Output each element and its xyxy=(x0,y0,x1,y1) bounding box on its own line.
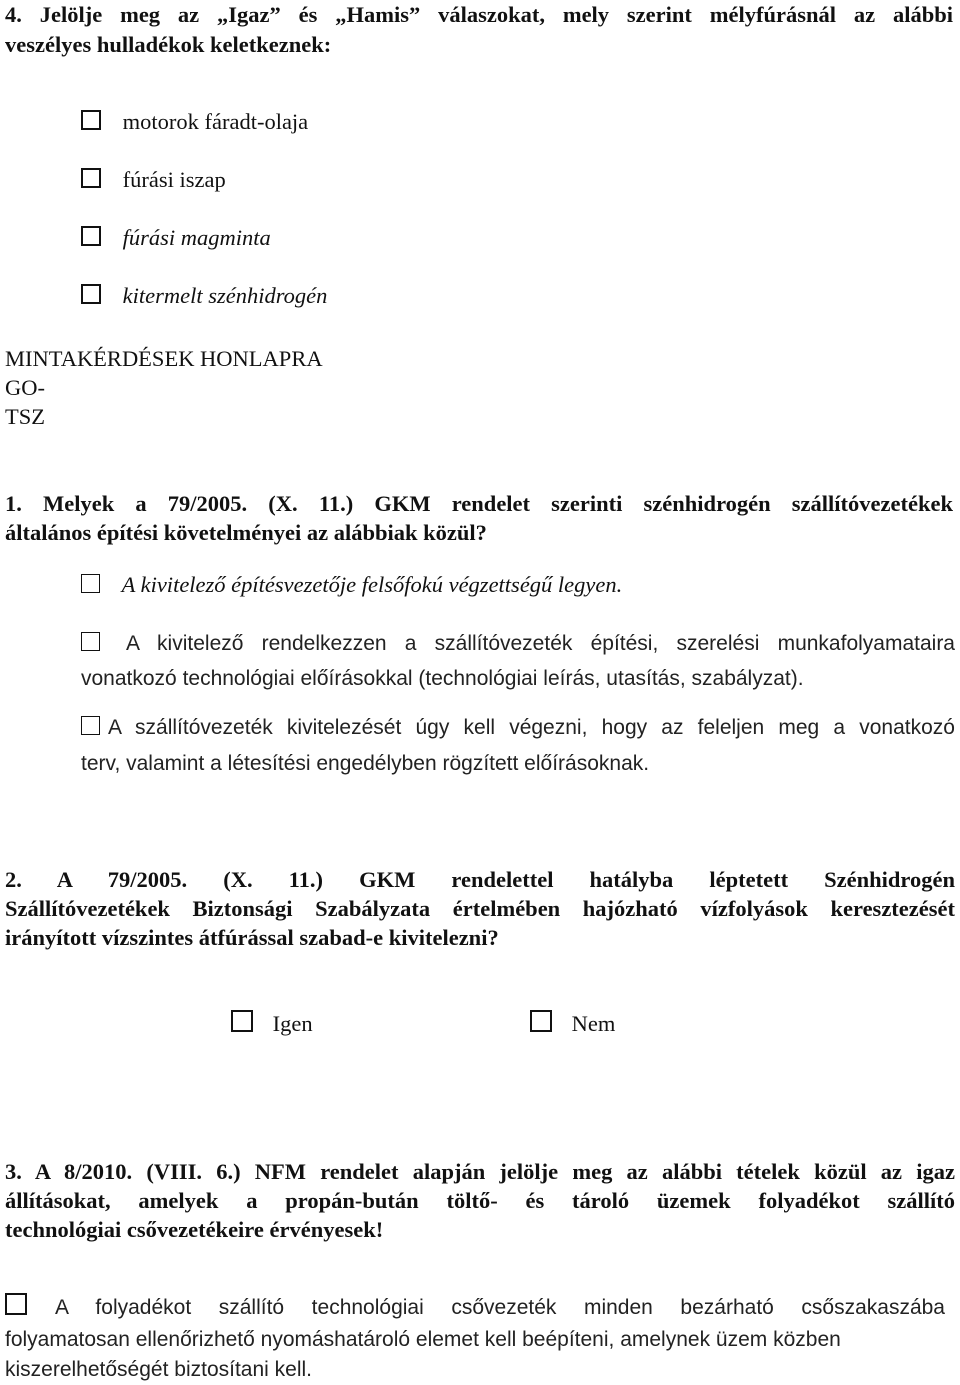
q2-yes-option[interactable] xyxy=(231,1009,313,1038)
option-line1: A szállítóvezeték kivitelezését úgy kell végezni, hogy az feleljen meg a vonatkozó xyxy=(81,713,955,743)
checkbox[interactable] xyxy=(81,716,100,735)
option-label: fúrási iszap xyxy=(122,167,226,192)
q1-option-2[interactable] xyxy=(81,629,955,694)
checkbox[interactable] xyxy=(81,110,101,130)
header-line3: TSZ xyxy=(5,404,46,429)
checkbox[interactable] xyxy=(81,226,101,246)
checkbox[interactable] xyxy=(81,284,101,304)
header-line1: MINTAKÉRDÉSEK HONLAPRA xyxy=(5,346,323,371)
yes-label: Igen xyxy=(272,1011,313,1036)
option-label: fúrási magminta xyxy=(122,225,271,250)
q4-option-4[interactable] xyxy=(81,281,327,310)
q3-text-line3: technológiai csővezetékeire érvényesek! xyxy=(5,1217,384,1242)
q1-text-line1: 1. Melyek a 79/2005. (X. 11.) GKM rendelet szerinti szénhidrogén szállítóvezetékek xyxy=(5,491,953,516)
q1-text-line2: általános építési követelményei az alábbiak közül? xyxy=(5,520,487,545)
option-line2: folyamatosan ellenőrizhető nyomáshatároló elemet kell beépíteni, amelynek üzem közben xyxy=(5,1328,841,1351)
option-label: motorok fáradt-olaja xyxy=(122,109,309,134)
checkbox[interactable] xyxy=(5,1293,27,1315)
checkbox[interactable] xyxy=(231,1010,253,1032)
q4-text-line1: 4. Jelölje meg az „Igaz” és „Hamis” válaszokat, mely szerint mélyfúrásnál az alábbi xyxy=(5,2,953,27)
no-label: Nem xyxy=(571,1011,616,1036)
option-line1: A folyadékot szállító technológiai csővezeték minden bezárható csőszakaszába xyxy=(5,1293,945,1323)
q3-option-1[interactable] xyxy=(5,1293,945,1385)
checkbox[interactable] xyxy=(530,1010,552,1032)
q3-text-line2: állításokat, amelyek a propán-bután töltő- és tároló üzemek folyadékot szállító xyxy=(5,1188,955,1213)
q2-no-option[interactable] xyxy=(530,1009,615,1038)
q4-option-1[interactable] xyxy=(81,107,308,136)
q3-text-line1: 3. A 8/2010. (VIII. 6.) NFM rendelet alapján jelölje meg az alábbi tételek közül az igaz xyxy=(5,1159,955,1184)
option-line2: terv, valamint a létesítési engedélyben rögzített előírásoknak. xyxy=(81,752,650,775)
q4-text-line2: veszélyes hulladékok keletkeznek: xyxy=(5,32,332,57)
option-label: A kivitelező építésvezetője felsőfokú végzettségű legyen. xyxy=(121,572,623,597)
checkbox[interactable] xyxy=(81,168,101,188)
q4-option-3[interactable] xyxy=(81,223,271,252)
option-line1: A kivitelező rendelkezzen a szállítóvezeték építési, szerelési munkafolyamataira xyxy=(81,629,955,659)
checkbox[interactable] xyxy=(81,574,100,593)
header-line2: GO- xyxy=(5,375,45,400)
q1-option-3[interactable] xyxy=(81,713,955,779)
option-line2: vonatkozó technológiai előírásokkal (technológiai leírás, utasítás, szabályzat). xyxy=(81,667,804,690)
q2-text-line3: irányított vízszintes átfúrással szabad-e kivitelezni? xyxy=(5,925,499,950)
q2-text-line2: Szállítóvezetékek Biztonsági Szabályzata értelmében hajózható vízfolyások keresztezését xyxy=(5,896,955,921)
checkbox[interactable] xyxy=(81,632,100,651)
q4-option-2[interactable] xyxy=(81,165,226,194)
q2-text-line1: 2. A 79/2005. (X. 11.) GKM rendelettel hatályba léptetett Szénhidrogén xyxy=(5,867,955,892)
q1-option-1[interactable] xyxy=(81,570,622,599)
option-label: kitermelt szénhidrogén xyxy=(122,283,328,308)
option-line3: kiszerelhetőségét biztosítani kell. xyxy=(5,1358,312,1381)
